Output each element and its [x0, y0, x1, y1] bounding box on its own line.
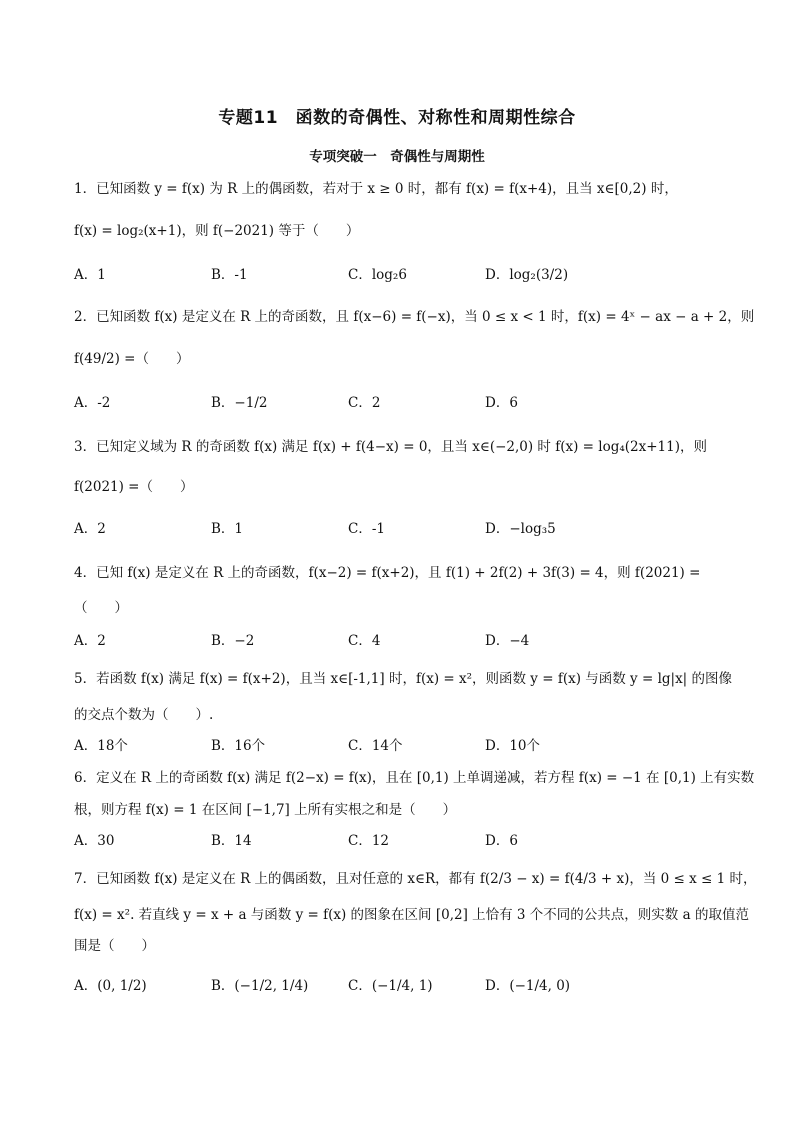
question-3-line-2: f(2021) =（ ）: [74, 479, 194, 495]
option-c: C．-1: [348, 521, 385, 537]
question-6-line-1: 6．定义在 R 上的奇函数 f(x) 满足 f(2−x) = f(x)，且在 [0,1) 上单调递减，若方程 f(x) = −1 在 [0,1) 上有实数: [74, 770, 755, 786]
question-4-line-2: （ ）: [74, 600, 128, 616]
question-4-options: [74, 630, 734, 652]
option-c: C．14个: [348, 738, 403, 754]
page-title: 专题11 函数的奇偶性、对称性和周期性综合: [218, 108, 576, 128]
option-d: D．(−1/4, 0): [485, 978, 571, 994]
option-b: B．−1/2: [211, 395, 268, 411]
question-5-line-2: 的交点个数为（ ）.: [74, 707, 214, 723]
option-a: A．30: [74, 833, 115, 849]
option-d: D．6: [485, 395, 518, 411]
question-7-options: [74, 975, 734, 997]
section-subtitle: 专项突破一 奇偶性与周期性: [309, 149, 485, 165]
option-d: D．10个: [485, 738, 541, 754]
option-d: D．−log₃5: [485, 521, 556, 537]
question-5-line-1: 5．若函数 f(x) 满足 f(x) = f(x+2)，且当 x∈[-1,1] 时，f(x) = x²，则函数 y = f(x) 与函数 y = lg|x| 的图像: [74, 671, 733, 687]
question-3-options: [74, 518, 734, 540]
option-c: C．log₂6: [348, 267, 407, 283]
option-c: C．12: [348, 833, 390, 849]
option-d: D．−4: [485, 633, 530, 649]
option-b: B．1: [211, 521, 244, 537]
option-c: C．4: [348, 633, 381, 649]
question-1-line-2: f(x) = log₂(x+1)，则 f(−2021) 等于（ ）: [74, 223, 360, 239]
question-7-line-3: 围是（ ）: [74, 938, 155, 954]
option-d: D．log₂(3/2): [485, 267, 569, 283]
question-3-line-1: 3．已知定义域为 R 的奇函数 f(x) 满足 f(x) + f(4−x) = 0，且当 x∈(−2,0) 时 f(x) = log₄(2x+11)，则: [74, 439, 707, 455]
option-a: A．2: [74, 633, 106, 649]
option-b: B．14: [211, 833, 252, 849]
option-b: B．-1: [211, 267, 248, 283]
question-2-options: [74, 392, 734, 414]
question-7-line-2: f(x) = x². 若直线 y = x + a 与函数 y = f(x) 的图象在区间 [0,2] 上恰有 3 个不同的公共点，则实数 a 的取值范: [74, 907, 749, 923]
option-a: A．2: [74, 521, 106, 537]
option-a: A．1: [74, 267, 106, 283]
question-1-options: [74, 264, 734, 286]
question-2-line-1: 2．已知函数 f(x) 是定义在 R 上的奇函数，且 f(x−6) = f(−x)，当 0 ≤ x < 1 时，f(x) = 4ˣ − ax − a + 2，则: [74, 309, 755, 325]
question-6-options: [74, 830, 734, 852]
option-c: C．(−1/4, 1): [348, 978, 433, 994]
option-b: B．(−1/2, 1/4): [211, 978, 309, 994]
option-c: C．2: [348, 395, 381, 411]
question-1-line-1: 1．已知函数 y = f(x) 为 R 上的偶函数，若对于 x ≥ 0 时，都有 f(x) = f(x+4)，且当 x∈[0,2) 时，: [74, 181, 678, 197]
question-5-options: [74, 735, 734, 757]
option-a: A．-2: [74, 395, 111, 411]
option-a: A．18个: [74, 738, 128, 754]
option-d: D．6: [485, 833, 518, 849]
question-4-line-1: 4．已知 f(x) 是定义在 R 上的奇函数，f(x−2) = f(x+2)，且 f(1) + 2f(2) + 3f(3) = 4，则 f(2021) =: [74, 565, 701, 581]
question-6-line-2: 根，则方程 f(x) = 1 在区间 [−1,7] 上所有实根之和是（ ）: [74, 802, 457, 818]
option-b: B．−2: [211, 633, 255, 649]
question-2-line-2: f(49/2) =（ ）: [74, 351, 190, 367]
option-b: B．16个: [211, 738, 266, 754]
option-a: A．(0, 1/2): [74, 978, 147, 994]
question-7-line-1: 7．已知函数 f(x) 是定义在 R 上的偶函数，且对任意的 x∈R，都有 f(2/3 − x) = f(4/3 + x)，当 0 ≤ x ≤ 1 时，: [74, 871, 757, 887]
